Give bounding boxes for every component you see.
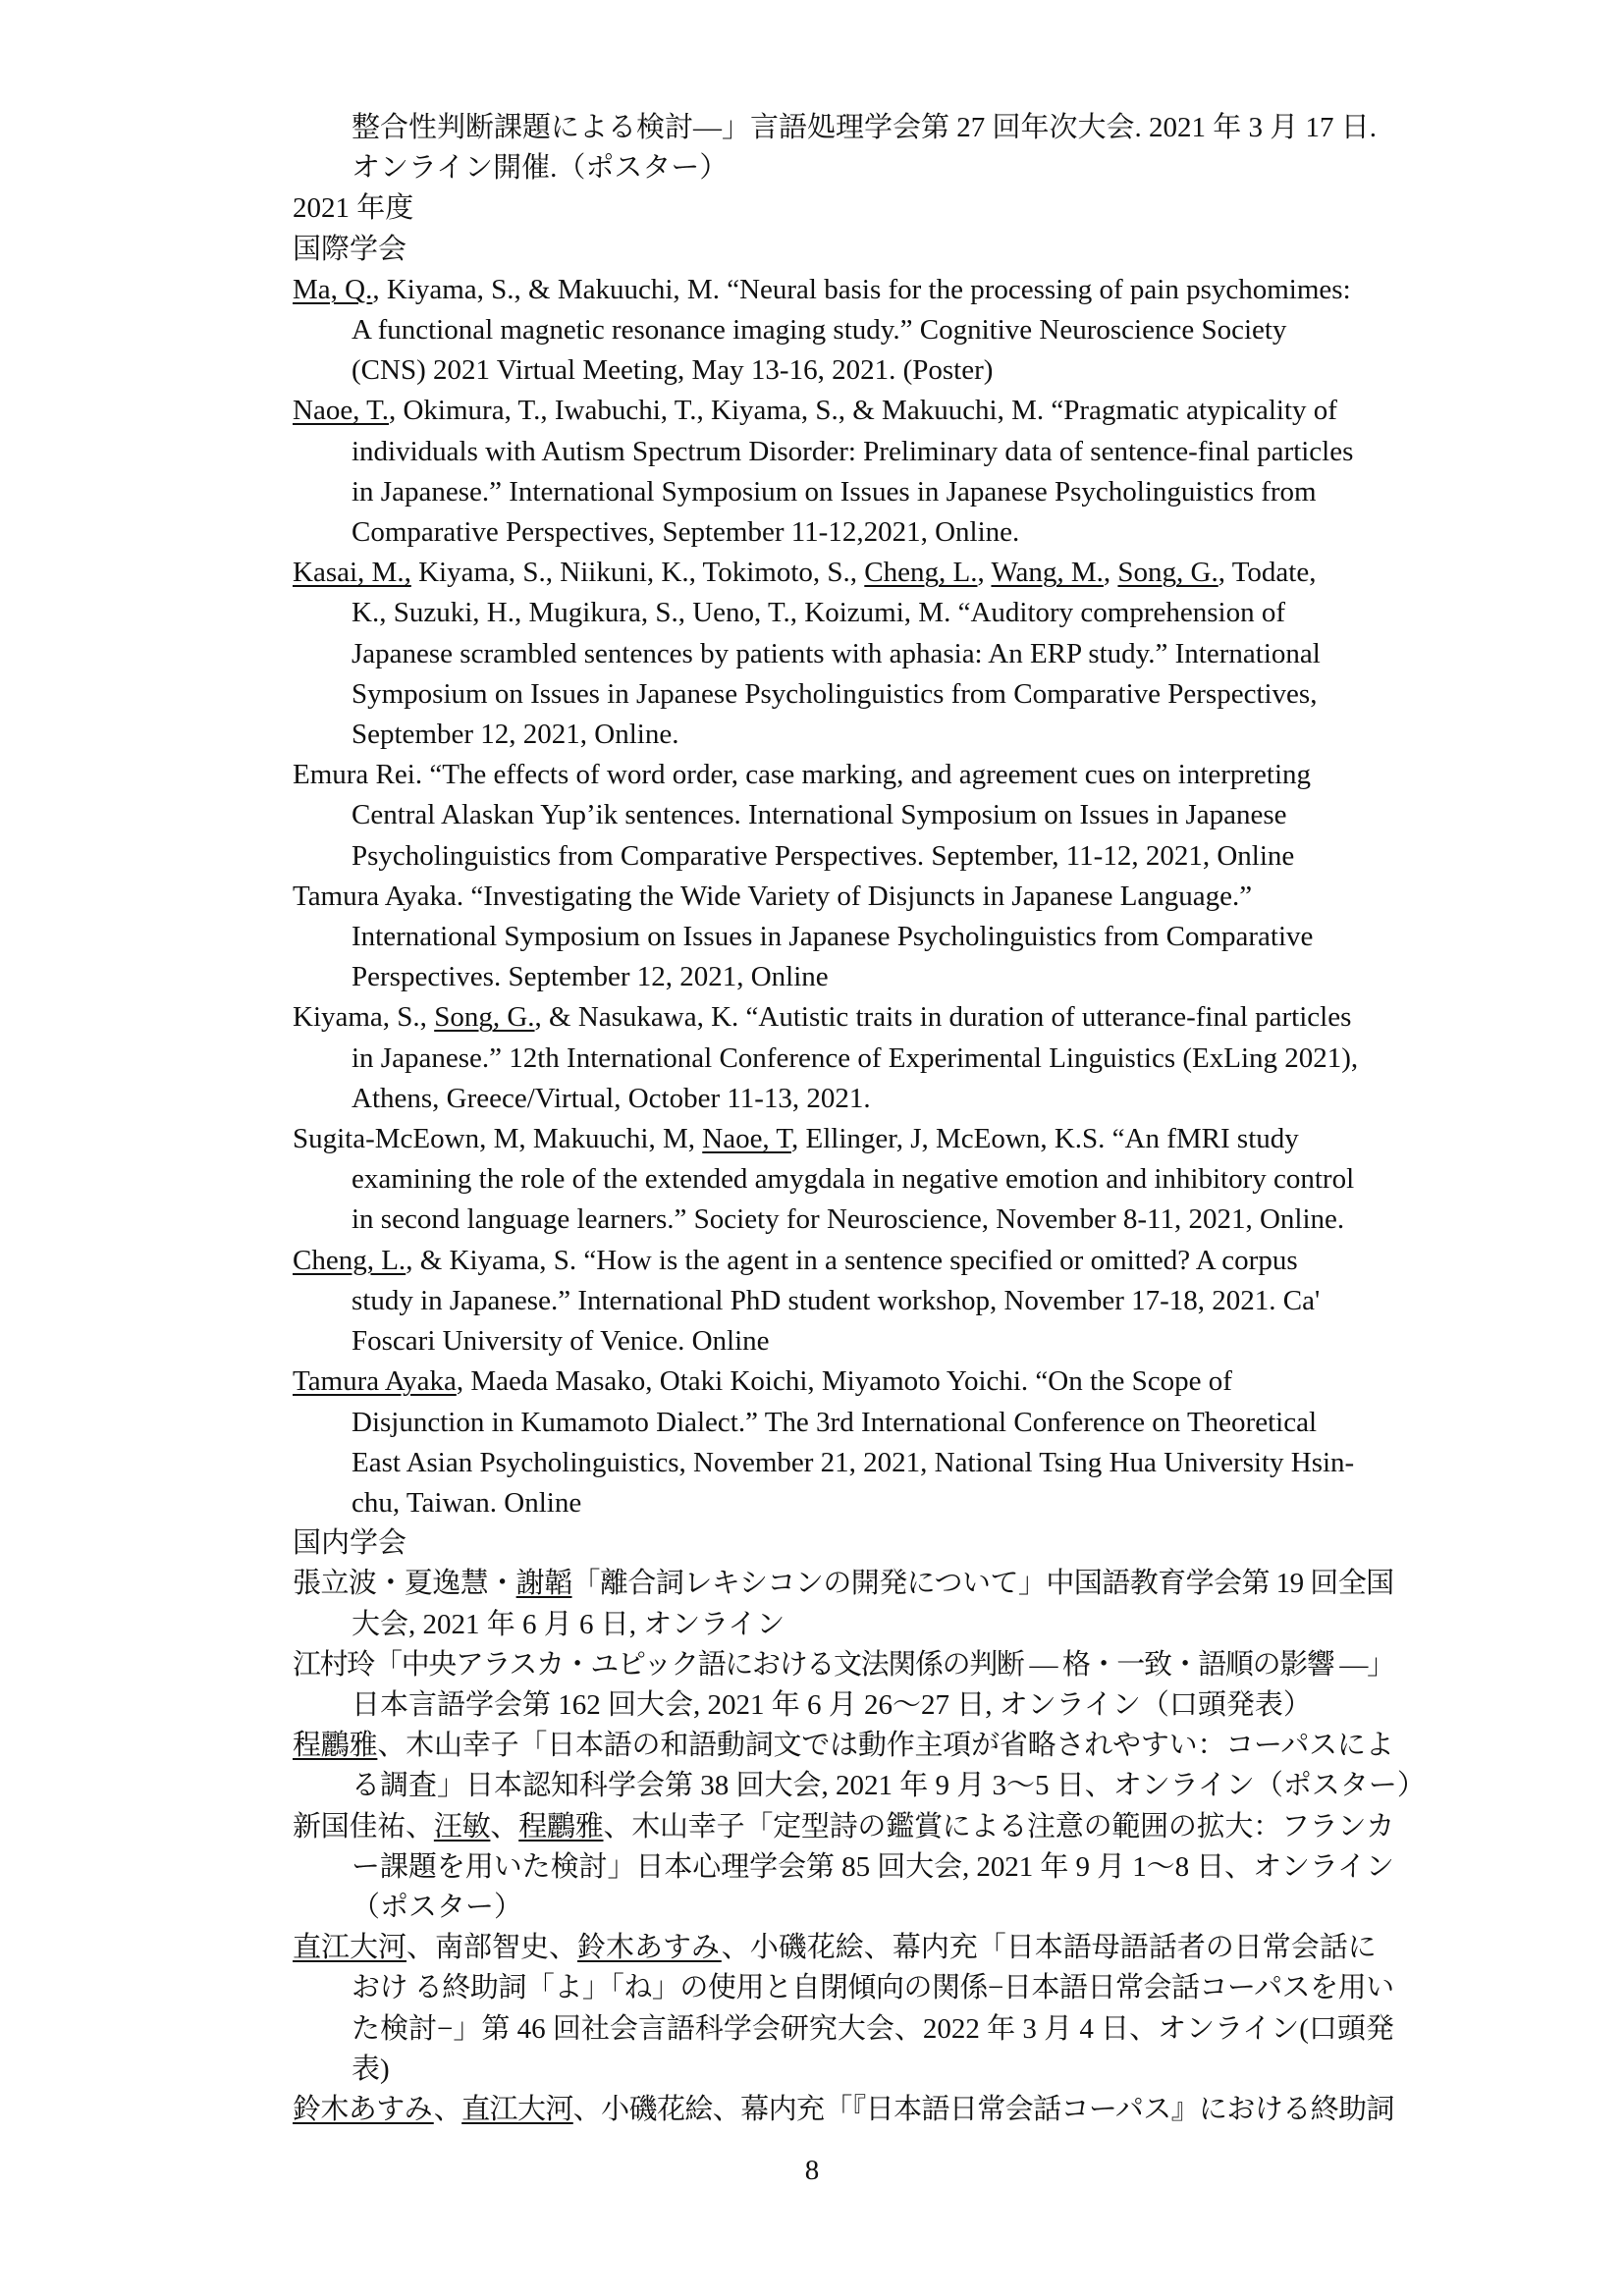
reference-entry-first-line xyxy=(293,1362,1394,1402)
reference-entry-first-line xyxy=(293,1726,1394,1766)
text-run: （ポスター） xyxy=(352,1891,523,1923)
reference-entry-continuation-line xyxy=(293,836,1394,877)
text-run: た検討−」第 46 回社会言語科学会研究大会、2022 年 3 月 4 日、オンライン(口頭発 xyxy=(352,2012,1394,2045)
underlined-author: Song, G. xyxy=(1117,557,1218,589)
reference-entry-continuation-line xyxy=(293,1403,1394,1443)
reference-entry-continuation-line xyxy=(293,674,1394,715)
underlined-author: 鈴木あすみ xyxy=(577,1932,722,1964)
text-run: Japanese scrambled sentences by patients with aphasia: An ERP study.” International xyxy=(352,637,1321,669)
text-run: Disjunction in Kumamoto Dialect.” The 3rd International Conference on Theoretical xyxy=(352,1406,1317,1438)
reference-entry-continuation-line xyxy=(293,1079,1394,1119)
reference-entry-first-line xyxy=(293,1645,1394,1685)
reference-entry-first-line xyxy=(293,553,1394,593)
text-run: Emura Rei. “The effects of word order, case marking, and agreement cues on interpreting xyxy=(293,759,1312,791)
underlined-author: Naoe, T. xyxy=(293,395,389,427)
text-run: Comparative Perspectives, September 11-12,2021, Online. xyxy=(352,516,1020,549)
text-run: , Kiyama, S., & Makuuchi, M. “Neural basis for the processing of pain psychomimes: xyxy=(372,273,1351,305)
reference-entry-continuation-line xyxy=(293,1281,1394,1321)
text-run: A functional magnetic resonance imaging study.” Cognitive Neuroscience Society xyxy=(352,314,1287,347)
text-run: Psycholinguistics from Comparative Perspectives. September, 11-12, 2021, Online xyxy=(352,839,1295,872)
underlined-author: Ma, Q. xyxy=(293,273,373,305)
reference-entry-continuation-line xyxy=(293,1159,1394,1200)
reference-entry-continuation-line xyxy=(293,795,1394,835)
reference-entry-first-line xyxy=(293,1119,1394,1159)
text-run: International Symposium on Issues in Japanese Psycholinguistics from Comparative xyxy=(352,921,1314,953)
text-run: , & Kiyama, S. “How is the agent in a sentence specified or omitted? A corpus xyxy=(406,1244,1298,1276)
reference-entry-continuation-line xyxy=(293,1443,1394,1483)
underlined-author: 程鸝雅 xyxy=(293,1730,378,1762)
text-run: 、 xyxy=(490,1810,519,1842)
reference-entry-first-line xyxy=(293,997,1394,1038)
reference-entry-continuation-line xyxy=(293,957,1394,997)
text-run: , Maeda Masako, Otaki Koichi, Miyamoto Yoichi. “On the Scope of xyxy=(456,1365,1232,1398)
reference-entry-continuation-line xyxy=(293,1766,1426,1806)
reference-entry-continuation-line xyxy=(293,1200,1394,1240)
reference-entry-continuation-line xyxy=(293,472,1394,512)
reference-entry-continuation-line xyxy=(293,350,1394,391)
reference-entry-continuation-line xyxy=(293,1685,1394,1726)
text-run: 整合性判断課題による検討—」言語処理学会第 27 回年次大会. 2021 年 3 月 17 日. xyxy=(352,112,1378,143)
text-run: 、小磯花絵、幕内充「日本語母語話者の日常会話に xyxy=(721,1932,1377,1964)
text-run: in second language learners.” Society for Neuroscience, November 8-11, 2021, Online. xyxy=(352,1203,1345,1236)
underlined-author: Song, G. xyxy=(434,1001,535,1034)
text-run: Athens, Greece/Virtual, October 11-13, 2021. xyxy=(352,1082,871,1114)
reference-entry-continuation-line xyxy=(293,634,1394,674)
reference-entry-continuation-line xyxy=(293,1847,1394,1888)
text-run: おけ る終助詞「よ」「ね」の使用と自閉傾向の関係−日本語日常会話コーパスを用い xyxy=(352,1972,1394,2004)
reference-entry-first-line xyxy=(293,1241,1394,1281)
reference-entry-continuation-line xyxy=(293,1483,1394,1523)
reference-entry-continuation-line xyxy=(293,917,1394,957)
reference-entry-continuation-line xyxy=(293,2009,1394,2050)
reference-entry-first-line xyxy=(293,2090,1394,2130)
text-run: 表) xyxy=(352,2053,390,2085)
text-run: , Todate, xyxy=(1218,557,1317,589)
text-run: study in Japanese.” International PhD student workshop, November 17-18, 2021. Ca' xyxy=(352,1284,1321,1316)
text-run: , Okimura, T., Iwabuchi, T., Kiyama, S., & Makuuchi, M. “Pragmatic atypicality of xyxy=(388,395,1337,427)
text-run: (CNS) 2021 Virtual Meeting, May 13-16, 2021. (Poster) xyxy=(352,354,994,387)
text-run: Sugita-McEown, M, Makuuchi, M, xyxy=(293,1123,703,1155)
text-run: Foscari University of Venice. Online xyxy=(352,1325,770,1358)
text-run: Kiyama, S., Niikuni, K., Tokimoto, S., xyxy=(410,557,865,589)
text-run: Tamura Ayaka. “Investigating the Wide Variety of Disjuncts in Japanese Language.” xyxy=(293,880,1253,912)
text-run: in Japanese.” International Symposium on Issues in Japanese Psycholinguistics from xyxy=(352,475,1317,507)
document-body xyxy=(293,108,1426,2130)
text-run: examining the role of the extended amygdala in negative emotion and inhibitory control xyxy=(352,1163,1355,1196)
underlined-author: Kasai, M., xyxy=(293,557,411,589)
text-run: 国際学会 xyxy=(293,233,407,265)
text-run: 大会, 2021 年 6 月 6 日, オンライン xyxy=(352,1608,785,1640)
text-run: chu, Taiwan. Online xyxy=(352,1486,582,1519)
text-run: Symposium on Issues in Japanese Psycholinguistics from Comparative Perspectives, xyxy=(352,677,1318,710)
reference-entry-first-line xyxy=(293,1928,1394,1968)
underlined-author: 直江大河 xyxy=(293,1932,407,1964)
text-run: K., Suzuki, H., Mugikura, S., Ueno, T., Koizumi, M. “Auditory comprehension of xyxy=(352,597,1285,629)
underlined-author: 汪敏 xyxy=(433,1810,491,1842)
reference-entry-continuation-line xyxy=(293,148,1394,188)
page-number: 8 xyxy=(804,2155,820,2186)
section-heading xyxy=(293,1523,1394,1564)
underlined-author: 直江大河 xyxy=(461,2093,573,2125)
underlined-author: Wang, M. xyxy=(991,557,1104,589)
reference-entry-continuation-line xyxy=(293,2050,1394,2090)
reference-entry-first-line xyxy=(293,391,1394,431)
text-run: Perspectives. September 12, 2021, Online xyxy=(352,961,829,993)
underlined-author: Cheng, L. xyxy=(293,1244,406,1276)
text-run: , xyxy=(977,557,992,589)
reference-entry-continuation-line xyxy=(293,512,1394,553)
reference-entry-continuation-line xyxy=(293,1039,1394,1079)
reference-entry-continuation-line xyxy=(293,108,1394,148)
underlined-author: Naoe, T xyxy=(702,1123,791,1155)
underlined-author: Tamura Ayaka xyxy=(293,1365,457,1398)
text-run: East Asian Psycholinguistics, November 21, 2021, National Tsing Hua University Hsin- xyxy=(352,1446,1355,1478)
text-run: 2021 年度 xyxy=(293,192,414,225)
reference-entry-first-line xyxy=(293,270,1394,310)
reference-entry-continuation-line xyxy=(293,1605,1394,1645)
text-run: , & Nasukawa, K. “Autistic traits in duration of utterance-final particles xyxy=(534,1001,1352,1034)
reference-entry-continuation-line xyxy=(293,432,1394,472)
text-run: 、木山幸子「日本語の和語動詞文では動作主項が省略されやすい：コーパスによ xyxy=(377,1730,1394,1762)
section-heading xyxy=(293,230,1394,270)
text-run: 、小磯花絵、幕内充「『日本語日常会話コーパス』における終助詞 xyxy=(572,2093,1394,2125)
text-run: 、 xyxy=(433,2093,462,2125)
text-run: 、木山幸子「定型詩の鑑賞による注意の範囲の拡大：フランカ xyxy=(603,1810,1395,1842)
reference-entry-first-line xyxy=(293,1564,1394,1604)
underlined-author: 謝韜 xyxy=(515,1568,572,1600)
underlined-author: 程鸝雅 xyxy=(518,1810,604,1842)
text-run: 張立波・夏逸慧・ xyxy=(293,1568,516,1600)
reference-entry-first-line xyxy=(293,1807,1394,1847)
section-heading xyxy=(293,188,1394,229)
reference-entry-first-line xyxy=(293,755,1394,795)
text-run: , xyxy=(1103,557,1118,589)
text-run: 江村玲「中央アラスカ・ユピック語における文法関係の判断 — 格・一致・語順の影響 —」 xyxy=(293,1648,1394,1681)
text-run: individuals with Autism Spectrum Disorder: Preliminary data of sentence-final particles xyxy=(352,435,1354,467)
text-run: 日本言語学会第 162 回大会, 2021 年 6 月 26～27 日, オンライン（口頭発表） xyxy=(352,1688,1312,1721)
reference-entry-continuation-line xyxy=(293,715,1394,755)
reference-entry-first-line xyxy=(293,877,1394,917)
reference-entry-continuation-line xyxy=(293,1888,1394,1928)
text-run: 国内学会 xyxy=(293,1527,407,1560)
underlined-author: Cheng, L. xyxy=(864,557,978,589)
reference-entry-continuation-line xyxy=(293,310,1394,350)
text-run: September 12, 2021, Online. xyxy=(352,719,679,751)
reference-entry-continuation-line xyxy=(293,1321,1394,1362)
text-run: オンライン開催.（ポスター） xyxy=(352,152,729,185)
reference-entry-continuation-line xyxy=(293,593,1394,633)
text-run: 「離合詞レキシコンの開発について」中国語教育学会第 19 回全国 xyxy=(571,1568,1394,1600)
text-run: Central Alaskan Yup’ik sentences. International Symposium on Issues in Japanese xyxy=(352,799,1287,831)
text-run: ー課題を用いた検討」日本心理学会第 85 回大会, 2021 年 9 月 1～8 日、オンライン xyxy=(352,1850,1394,1883)
text-run: る調査」日本認知科学会第 38 回大会, 2021 年 9 月 3～5 日、オンライン（ポスター） xyxy=(352,1770,1426,1802)
reference-entry-continuation-line xyxy=(293,1968,1394,2008)
text-run: Kiyama, S., xyxy=(293,1001,435,1034)
text-run: 、南部智史、 xyxy=(406,1932,578,1964)
text-run: in Japanese.” 12th International Conference of Experimental Linguistics (ExLing 2021), xyxy=(352,1041,1359,1074)
text-run: 新国佳祐、 xyxy=(293,1810,434,1842)
text-run: , Ellinger, J, McEown, K.S. “An fMRI study xyxy=(790,1123,1299,1155)
underlined-author: 鈴木あすみ xyxy=(293,2093,434,2125)
